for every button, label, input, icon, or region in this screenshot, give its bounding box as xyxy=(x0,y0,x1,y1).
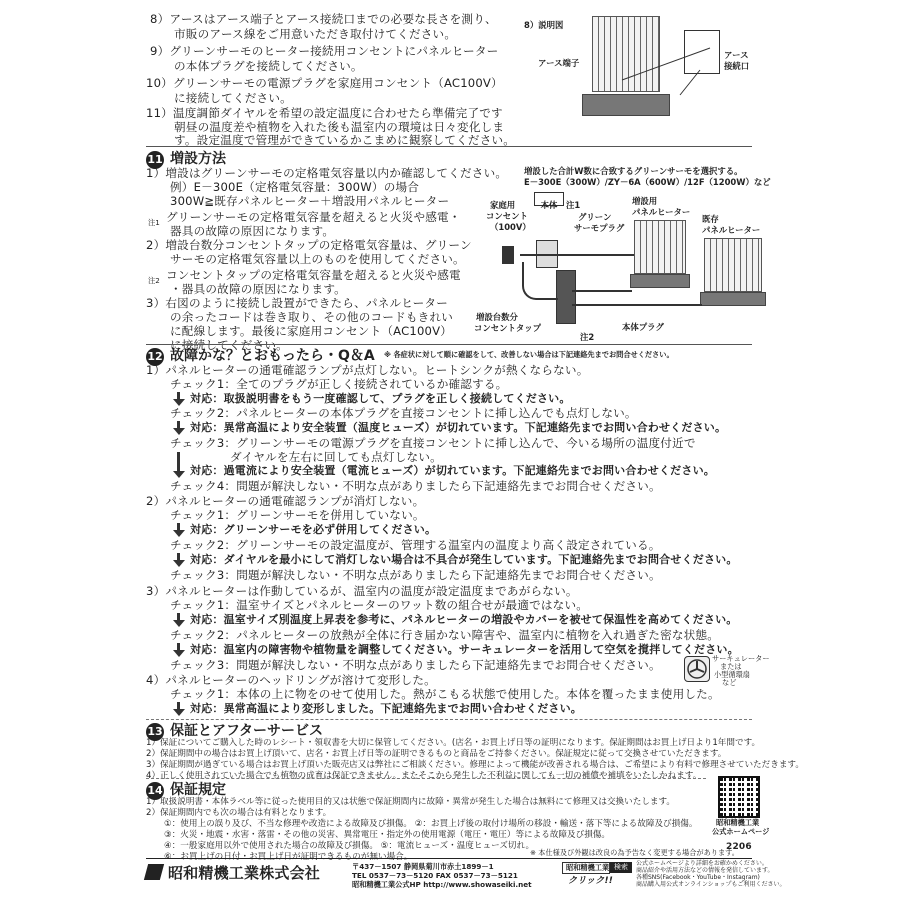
q2-check-2: チェック2：グリーンサーモの設定温度が、管理する温室内の温度より高く設定されている。 xyxy=(170,538,661,552)
sec14-item-2: ③：火災・地震・水害・落雷・その他の災害、異常電圧・指定外の使用電源（電圧・電圧）等による故障及び損傷。 xyxy=(164,830,610,840)
q1-question: 1）パネルヒーターの通電確認ランプが点灯しない。ヒートシンクが熱くならない。 xyxy=(146,363,589,377)
document-code: 2206 xyxy=(726,842,752,852)
fig11-existing-label-1: 既存 xyxy=(702,214,719,224)
qr-caption-2: 公式ホームページ xyxy=(712,827,770,836)
added-heater-illustration xyxy=(634,220,686,274)
down-arrow-icon xyxy=(172,643,186,657)
power-strip-illustration xyxy=(556,270,576,324)
q4-check-1: チェック1：本体の上に物をのせて使用した。熱がこもる状態で使用した。本体を覆ったまま使用した。 xyxy=(170,687,720,701)
step-8-line-2: 市販のアース線をご用意いただき取付けてください。 xyxy=(174,27,457,41)
section-14-rule xyxy=(146,778,706,779)
q1-answer-1: 対応：取扱説明書をもう一度確認して、プラグを正しく接続してください。 xyxy=(190,392,571,405)
sec11-line-4: 2）増設台数分コンセントタップの定格電気容量は、グリーン xyxy=(146,238,472,252)
sec12-note: ※ 各症状に対して順に確認をして、改善しない場合は下記連絡先までお問合せください。 xyxy=(384,350,674,359)
existing-heater-base xyxy=(700,292,766,306)
sec13-line-1: 1）保証についてご購入した時のレシート・領収書を大切に保管してください。(店名・お買上げ日等の証明になります。保証期間はお買上げ日より1年間です。 xyxy=(146,738,761,748)
q2-answer-1: 対応：グリーンサーモを必ず併用してください。 xyxy=(190,523,437,536)
earth-port-label-1: アース xyxy=(724,50,749,60)
q1-answer-2: 対応：異常高温により安全装置（温度ヒューズ）が切れています。下記連絡先までお問い合わせください。 xyxy=(190,421,727,434)
fig11-body-label: 本体 xyxy=(540,200,558,210)
cable-4 xyxy=(522,262,558,300)
section-14-title: 14 保証規定 xyxy=(147,782,226,798)
q3-check-1: チェック1：温室サイズとパネルヒーターのワット数の組合せが最適ではない。 xyxy=(170,598,589,612)
sec11-line-6: 3）右図のように接続し設置ができたら、パネルヒーター xyxy=(146,296,448,310)
existing-heater-illustration xyxy=(704,238,762,292)
sec13-line-2: 2）保証期間中の場合はお買上げ頂いて、店名・お買上げ日等の証明できるものと商品をご持参ください。保証規定に従って交換させていただきます。 xyxy=(146,749,727,759)
circulator-fan-icon xyxy=(684,656,710,682)
section-12-title: 12 故障かな？とおもったら・Q＆A xyxy=(147,348,375,364)
down-arrow-icon xyxy=(172,452,186,478)
sec11-line-8: に配線します。最後に家庭用コンセント（AC100V） xyxy=(170,324,453,338)
step-9-line-2: の本体プラグを接続してください。 xyxy=(174,59,363,73)
sec11-note-2a: コンセントタップの定格電気容量を超えると火災や感電 xyxy=(166,268,461,282)
earth-wire-illustration xyxy=(580,40,740,100)
company-logo-icon xyxy=(144,864,164,880)
section-11-title: 11 増設方法 xyxy=(147,151,226,167)
cable-3 xyxy=(572,304,702,306)
q2-check-3: チェック3：問題が解決しない・不明な点がありましたら下記連絡先までお問合せください。 xyxy=(170,568,661,582)
company-hp: 昭和精機工業公式HP http://www.showaseiki.net xyxy=(352,880,532,889)
click-label: クリック!! xyxy=(568,876,614,886)
q1-answer-3: 対応：過電流により安全装置（電流ヒューズ）が切れています。下記連絡先までお問い合わせください。 xyxy=(190,464,715,477)
company-name: 昭和精機工業株式会社 xyxy=(168,864,321,882)
sec14-item-1: ①：使用上の誤り及び、不当な修理や改造による故障及び損傷。 ②：お買上げ後の取付け場所の移設・輸送・落下等による故障及び損傷。 xyxy=(164,819,698,829)
q3-question: 3）パネルヒーターは作動しているが、温室内の温度が設定温度まであがらない。 xyxy=(146,584,578,598)
added-heater-base xyxy=(630,274,690,288)
q2-check-1: チェック1：グリーンサーモを併用していない。 xyxy=(170,508,425,522)
sec11-note-1b: 器具の故障の原因になります。 xyxy=(170,224,335,238)
step-10-line-1: 10）グリーンサーモの電源プラグを家庭用コンセント（AC100V） xyxy=(146,76,503,90)
hp-note-2: 商品紹介や活用方法などの情報を発信しています。 xyxy=(636,867,774,874)
step-11-line-3: す。設定温度で管理ができているかこまめに観察してください。 xyxy=(174,133,516,147)
q2-answer-2: 対応：ダイヤルを最小にして消灯しない場合は不具合が発生しています。下記連絡先までお問合せください。 xyxy=(190,553,738,566)
fig11-thermo-label-1: グリーン xyxy=(578,212,612,222)
note-2-tag: 注2 xyxy=(148,276,160,285)
fig11-select-text-2: E－300E（300W）/ZY－6A（600W）/12F（1200W）など xyxy=(524,177,771,187)
search-button[interactable]: 検索 xyxy=(610,862,632,873)
sec11-line-3: 300W≧既存パネルヒーター＋増設用パネルヒーター xyxy=(170,194,450,208)
fig11-body-box xyxy=(534,192,564,210)
step-10-line-2: に接続してください。 xyxy=(174,91,292,105)
down-arrow-icon xyxy=(172,553,186,567)
sec14-item-3: ④：一般家庭用以外で使用された場合の故障及び損傷。 ⑤：電流ヒューズ・温度ヒューズ切れ。 xyxy=(164,841,535,851)
company-address: 〒437－1507 静岡県菊川市赤土1899－1 xyxy=(352,862,494,871)
hp-note-4: 商品購入用公式オンラインショップもご利用ください。 xyxy=(636,881,786,888)
fig11-tap-label-2: コンセントタップ xyxy=(474,323,541,333)
qr-code[interactable] xyxy=(718,776,760,818)
earth-terminal-label: アース端子 xyxy=(538,58,580,68)
down-arrow-icon xyxy=(172,392,186,406)
sec13-line-3: 3）保証期間が過ぎている場合はお買上げ頂いた販売店又は弊社にご相談ください。修理によって機能が改善される場合は、ご希望により有料で修理させていただきます。 xyxy=(146,760,804,770)
q4-answer-1: 対応：異常高温により変形しました。下記連絡先までお問い合わせください。 xyxy=(190,702,582,715)
fig11-body-plug-label: 本体プラグ xyxy=(622,322,664,332)
hp-note-3: 各種SNS(Facebook・YouTube・Instagram) xyxy=(636,874,760,881)
outlet-plug-illustration xyxy=(502,246,514,264)
down-arrow-icon xyxy=(172,523,186,537)
sec11-note-2b: ・器具の故障の原因になります。 xyxy=(170,282,346,296)
circulator-label-4: など xyxy=(722,678,737,687)
company-tel: TEL 0537－73－5120 FAX 0537－73－5121 xyxy=(352,871,518,880)
fig11-tap-label-1: 増設台数分 xyxy=(476,312,518,322)
fig11-added-label-2: パネルヒーター xyxy=(632,207,691,217)
hp-note-1: 公式ホームページより詳細をお確かめください。 xyxy=(636,860,768,867)
search-box[interactable] xyxy=(562,862,610,874)
cable-2 xyxy=(572,290,632,292)
down-arrow-icon xyxy=(172,421,186,435)
q1-check-4: チェック4：問題が解決しない・不明な点がありましたら下記連絡先までお問合せください。 xyxy=(170,479,661,493)
fig11-outlet-label-2: コンセント xyxy=(486,211,528,221)
earth-port-label-2: 接続口 xyxy=(724,61,750,71)
circulator-label-1: サーキュレーター xyxy=(712,654,770,663)
sec11-line-7: の余ったコードは巻き取り、その他のコードもきれい xyxy=(170,310,454,324)
q1-check-1: チェック1：全てのプラグが正しく接続されているか確認する。 xyxy=(170,377,508,391)
sec11-note-1a: グリーンサーモの定格電気容量を超えると火災や感電・ xyxy=(166,210,461,224)
sec14-note: ※ 本仕様及び外観は改良の為予告なく変更する場合があります。 xyxy=(530,848,739,857)
fig11-select-text-1: 増設した合計W数に合致するグリーンサーモを選択する。 xyxy=(524,166,743,176)
down-arrow-icon xyxy=(172,613,186,627)
step-9-line-1: 9）グリーンサーモのヒーター接続用コンセントにパネルヒーター xyxy=(150,44,499,58)
fig11-thermo-label-2: サーモプラグ xyxy=(574,223,625,233)
sec11-line-5: サーモの定格電気容量以上のものを使用してください。 xyxy=(170,252,465,266)
sec14-line-1: 1）取扱説明書・本体ラベル等に従った使用目的又は状態で保証期間内に故障・異常が発生した場合は無料にて修理又は交換いたします。 xyxy=(146,797,676,807)
fig11-outlet-label-1: 家庭用 xyxy=(490,200,516,210)
q1-check-2: チェック2：パネルヒーターの本体プラグを直接コンセントに挿し込んでも点灯しない。 xyxy=(170,406,637,420)
q3-answer-2: 対応：温室内の障害物や植物量を調整してください。サーキュレーターを活用して空気を撹拌してください。 xyxy=(190,643,739,656)
cable-1 xyxy=(520,254,634,256)
circulator-label-2: または xyxy=(720,662,742,671)
note-1-tag: 注1 xyxy=(148,218,160,227)
sec14-line-2: 2）保証期間内でも次の場合は有料となります。 xyxy=(146,808,332,818)
sec11-line-9: に接続してください。 xyxy=(170,338,288,352)
step-11-line-1: 11）温度調節ダイヤルを希望の設定温度に合わせたら準備完了です xyxy=(146,106,503,120)
qr-caption-1: 昭和精機工業 xyxy=(716,818,760,827)
figure-8-caption: 8）説明図 xyxy=(524,20,564,30)
q1-check-3b: ダイヤルを左右に回しても点灯しない。 xyxy=(230,450,442,464)
sec13-line-4: 4）正しく使用されていた場合でも植物の成育は保証できません。またそこから発生した不利益に関しても一切の補償や補填をいたしかねます。 xyxy=(146,771,702,781)
q3-check-3: チェック3：問題が解決しない・不明な点がありましたら下記連絡先までお問合せください。 xyxy=(170,658,661,672)
footer-rule xyxy=(146,858,752,859)
fig11-note2: 注2 xyxy=(580,332,595,342)
q3-check-2: チェック2：パネルヒーターの放熱が全体に行き届かない障害や、温室内に植物を入れ過ぎた密な状態。 xyxy=(170,628,720,642)
fig11-existing-label-2: パネルヒーター xyxy=(702,225,761,235)
step-8-line-1: 8）アースはアース端子とアース接続口までの必要な長さを測り、 xyxy=(150,12,497,26)
sec11-line-2: 例）E－300E（定格電気容量：300W）の場合 xyxy=(170,180,420,194)
q4-question: 4）パネルヒーターのヘッドリングが溶けて変形した。 xyxy=(146,673,436,687)
search-word: 昭和精機工業 xyxy=(566,863,610,872)
section-13-title: 13 保証とアフターサービス xyxy=(147,723,324,739)
down-arrow-icon xyxy=(172,702,186,716)
sec14-item-4: ⑥：お買上げの日付・お買上げ日が証明できるものが無い場合。 xyxy=(164,852,413,862)
fig11-outlet-label-3: （100V） xyxy=(490,222,531,232)
q3-answer-1: 対応：温室サイズ別温度上昇表を参考に、パネルヒーターの増設やカバーを被せて保温性を高めてください。 xyxy=(190,613,738,626)
fig11-note1: 注1 xyxy=(566,200,581,210)
fig11-added-label-1: 増設用 xyxy=(632,196,658,206)
q2-question: 2）パネルヒーターの通電確認ランプが消灯しない。 xyxy=(146,494,425,508)
sec11-line-1: 1）増設はグリーンサーモの定格電気容量以内か確認してください。 xyxy=(146,166,508,180)
q1-check-3a: チェック3：グリーンサーモの電源プラグを直接コンセントに挿し込んで、今いる場所の温度付近で xyxy=(170,436,696,450)
circulator-label-3: 小型循環扇 xyxy=(714,670,750,679)
step-11-line-2: 朝昼の温度差や植物を入れた後も温室内の環境は日々変化しま xyxy=(174,120,505,134)
section-11-rule xyxy=(146,146,752,147)
